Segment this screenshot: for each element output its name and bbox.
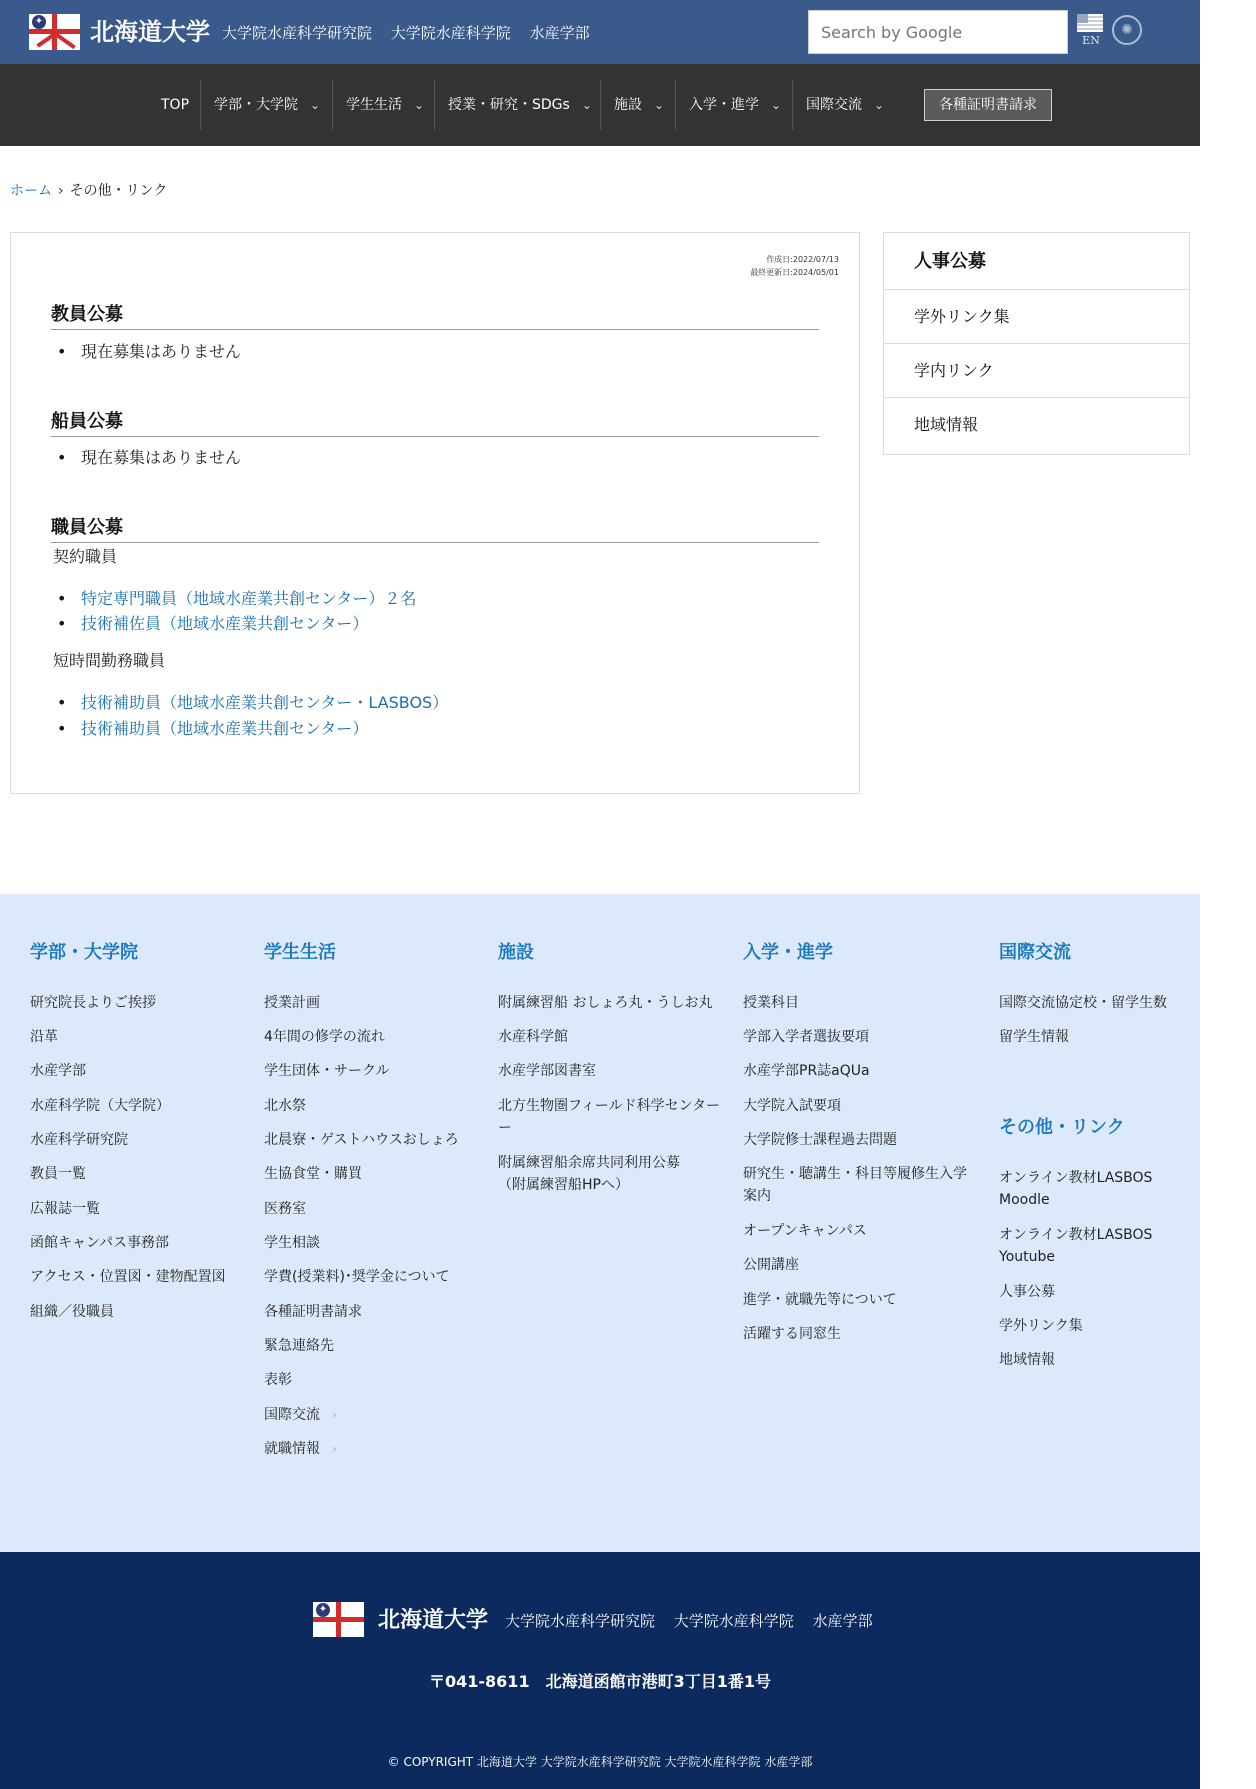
sitemap-link-continued[interactable]: （附属練習船HPへ） <box>498 1177 629 1193</box>
sitemap-link[interactable]: 学外リンク集 <box>999 1318 1083 1334</box>
sitemap-link[interactable]: 大学院入試要項 <box>743 1098 841 1114</box>
chevron-right-icon: › <box>332 1408 337 1422</box>
sitemap-link[interactable]: 大学院修士課程過去問題 <box>743 1132 897 1148</box>
page-dates <box>750 253 839 279</box>
sitemap-link[interactable]: 緊急連絡先 <box>264 1338 334 1354</box>
sitemap-column-title[interactable]: 施設 <box>498 942 534 963</box>
sitemap-link[interactable]: 附属練習船余席共同利用公募 <box>498 1155 680 1171</box>
sitemap-link[interactable]: 公開講座 <box>743 1257 799 1273</box>
sitemap-link[interactable]: 人事公募 <box>999 1284 1055 1300</box>
breadcrumb <box>10 180 167 202</box>
language-switch[interactable] <box>1077 14 1105 50</box>
sitemap-link-continued[interactable]: ー <box>498 1120 512 1136</box>
sitemap-link[interactable]: 附属練習船 おしょろ丸・うしお丸 <box>498 995 713 1011</box>
header <box>0 0 1200 64</box>
nav-label: 授業・研究・SDGs <box>448 97 570 113</box>
star-icon: ✦ <box>316 1603 330 1617</box>
sitemap-link[interactable]: 教員一覧 <box>30 1166 86 1182</box>
chevron-down-icon: ⌄ <box>414 98 425 112</box>
sitemap-link[interactable]: 水産科学院（大学院） <box>30 1098 170 1114</box>
department-names <box>222 14 604 52</box>
sitemap-link[interactable]: 北方生物圏フィールド科学センター <box>498 1098 721 1114</box>
sitemap-column-title[interactable]: 入学・進学 <box>743 942 833 963</box>
sitemap-link[interactable]: 水産科学研究院 <box>30 1132 128 1148</box>
sitemap-link-jobs[interactable] <box>264 1438 337 1460</box>
certificate-request-button[interactable]: 各種証明書請求 <box>924 89 1052 121</box>
footer-university-name: 北海道大学 <box>378 1607 489 1633</box>
footer-copyright: © COPYRIGHT 北海道大学 大学院水産科学研究院 大学院水産科学院 水産学部 <box>387 1755 813 1769</box>
star-icon: ✦ <box>32 15 46 29</box>
search-input[interactable] <box>808 10 1068 54</box>
sitemap-link[interactable]: 沿革 <box>30 1029 58 1045</box>
chevron-down-icon: ⌄ <box>310 98 321 112</box>
footer-address: 〒041-8611 北海道函館市港町3丁目1番1号 <box>429 1672 771 1691</box>
footer-sitemap <box>0 894 1200 1552</box>
nav-item-admission[interactable] <box>689 80 781 130</box>
job-link[interactable]: 特定専門職員（地域水産業共創センター）２名 <box>81 589 417 608</box>
sitemap-link[interactable]: 生協食堂・購買 <box>264 1166 362 1182</box>
sitemap-link[interactable]: 研究生・聴講生・科目等履修生入学 <box>743 1166 967 1182</box>
section-heading-staff-recruitment: 職員公募 <box>51 514 819 543</box>
created-date: 作成日:2022/07/13 <box>766 255 839 264</box>
chevron-right-icon: › <box>332 1442 337 1456</box>
sitemap-link[interactable]: 北水祭 <box>264 1098 306 1114</box>
sitemap-link[interactable]: 表彰 <box>264 1372 292 1388</box>
sitemap-link[interactable]: 各種証明書請求 <box>264 1304 362 1320</box>
chevron-down-icon: ⌄ <box>654 98 665 112</box>
sitemap-link[interactable]: 水産学部 <box>30 1063 86 1079</box>
sitemap-link[interactable]: 進学・就職先等について <box>743 1292 897 1308</box>
sitemap-link-continued[interactable]: Youtube <box>999 1249 1055 1265</box>
university-logo[interactable] <box>29 14 80 50</box>
sitemap-link[interactable]: アクセス・位置図・建物配置図 <box>30 1269 226 1285</box>
nav-item-facilities[interactable] <box>614 80 664 130</box>
section-heading-crew-recruitment: 船員公募 <box>51 408 819 437</box>
footer-university-logo[interactable] <box>313 1602 364 1637</box>
nav-item-international[interactable] <box>806 80 884 130</box>
dept-name[interactable]: 水産学部 <box>529 24 590 42</box>
university-name[interactable]: 北海道大学 <box>90 17 210 46</box>
sidebar-item-external-links[interactable]: 学外リンク集 <box>884 290 1189 344</box>
nav-item-student-life[interactable] <box>346 80 424 130</box>
nav-item-top[interactable] <box>161 80 189 130</box>
sitemap-link[interactable]: 学生団体・サークル <box>264 1063 390 1079</box>
sitemap-link[interactable]: 授業科目 <box>743 995 799 1011</box>
sitemap-link[interactable]: 留学生情報 <box>999 1029 1069 1045</box>
footer-department-names <box>505 1602 887 1640</box>
job-link[interactable]: 技術補助員（地域水産業共創センター・LASBOS） <box>81 693 449 712</box>
sitemap-link[interactable]: 学部入学者選抜要項 <box>743 1029 869 1045</box>
emblem-icon[interactable]: ✺ <box>1112 15 1142 45</box>
sitemap-column-title[interactable]: 学部・大学院 <box>30 942 138 963</box>
sitemap-link[interactable]: 水産学部図書室 <box>498 1063 596 1079</box>
nav-label: 学部・大学院 <box>214 97 298 113</box>
sitemap-link[interactable]: 地域情報 <box>999 1352 1055 1368</box>
sitemap-link[interactable]: 学生相談 <box>264 1235 320 1251</box>
sitemap-link[interactable]: 水産学部PR誌aQUa <box>743 1063 870 1079</box>
subheading-part-time-staff: 短時間勤務職員 <box>53 651 166 670</box>
nav-label: 学生生活 <box>346 97 402 113</box>
sitemap-link-text: 国際交流 <box>264 1407 320 1423</box>
sitemap-link[interactable]: 広報誌一覧 <box>30 1201 100 1217</box>
sitemap-link[interactable]: 4年間の修学の流れ <box>264 1029 385 1045</box>
updated-date: 最終更新日:2024/05/01 <box>750 268 839 277</box>
breadcrumb-home-link[interactable]: ホーム <box>10 183 52 199</box>
nav-divider <box>332 80 333 130</box>
breadcrumb-current: その他・リンク <box>69 183 168 199</box>
us-flag-icon <box>1077 14 1103 32</box>
language-label: EN <box>1082 34 1100 47</box>
main-content <box>10 232 860 794</box>
sitemap-link-text: 就職情報 <box>264 1441 320 1457</box>
sitemap-link-continued[interactable]: 案内 <box>743 1188 771 1204</box>
sitemap-link[interactable]: 学費(授業料)･奨学金について <box>264 1269 450 1285</box>
sitemap-column-title[interactable]: 学生生活 <box>264 942 336 963</box>
nav-divider <box>434 80 435 130</box>
sitemap-link[interactable]: 国際交流協定校・留学生数 <box>999 995 1167 1011</box>
chevron-down-icon: ⌄ <box>771 98 782 112</box>
chevron-down-icon: ⌄ <box>581 98 592 112</box>
nav-item-research[interactable] <box>448 80 592 130</box>
list-item-text: 現在募集はありません <box>81 342 242 361</box>
nav-divider <box>600 80 601 130</box>
sitemap-link[interactable]: 授業計画 <box>264 995 320 1011</box>
nav-divider <box>200 80 201 130</box>
sidebar <box>883 232 1190 455</box>
nav-label: 国際交流 <box>806 97 862 113</box>
sitemap-link[interactable]: 研究院長よりご挨拶 <box>30 995 156 1011</box>
sitemap-link-international[interactable] <box>264 1404 337 1426</box>
nav-label: 入学・進学 <box>689 97 759 113</box>
nav-divider <box>675 80 676 130</box>
section-heading-faculty-recruitment: 教員公募 <box>51 301 819 330</box>
sitemap-link[interactable]: オンライン教材LASBOS <box>999 1170 1153 1186</box>
sidebar-item-internal-links[interactable]: 学内リンク <box>884 344 1189 398</box>
list-item-text: 現在募集はありません <box>81 448 242 467</box>
sitemap-link[interactable]: オンライン教材LASBOS <box>999 1227 1153 1243</box>
sitemap-link-continued[interactable]: Moodle <box>999 1192 1050 1208</box>
sitemap-column-title[interactable]: 国際交流 <box>999 942 1071 963</box>
chevron-right-icon: › <box>58 183 64 199</box>
sitemap-column-title[interactable]: その他・リンク <box>999 1117 1125 1138</box>
sitemap-link[interactable]: 水産科学館 <box>498 1029 568 1045</box>
chevron-down-icon: ⌄ <box>874 98 885 112</box>
sitemap-link[interactable]: オープンキャンパス <box>743 1223 867 1239</box>
sitemap-link[interactable]: 函館キャンパス事務部 <box>30 1235 170 1251</box>
sidebar-item-recruitment[interactable]: 人事公募 <box>884 233 1189 290</box>
nav-label: 施設 <box>614 97 642 113</box>
sidebar-item-local-info[interactable]: 地域情報 <box>914 415 979 434</box>
nav-divider <box>792 80 793 130</box>
sitemap-link[interactable]: 北晨寮・ゲストハウスおしょろ <box>264 1132 459 1148</box>
footer <box>0 1552 1200 1789</box>
sitemap-link[interactable]: 活躍する同窓生 <box>743 1326 841 1342</box>
nav-item-faculty[interactable] <box>214 80 320 130</box>
dept-name[interactable]: 大学院水産科学研究院 <box>222 24 373 42</box>
footer-dept-name: 大学院水産科学研究院 <box>505 1612 656 1630</box>
footer-dept-name: 水産学部 <box>812 1612 873 1630</box>
sitemap-link[interactable]: 医務室 <box>264 1201 306 1217</box>
subheading-contract-staff: 契約職員 <box>53 547 118 566</box>
nav-label: TOP <box>161 97 190 113</box>
job-link[interactable]: 技術補助員（地域水産業共創センター） <box>81 719 369 738</box>
dept-name[interactable]: 大学院水産科学院 <box>390 24 511 42</box>
main-nav <box>0 64 1200 146</box>
job-link[interactable]: 技術補佐員（地域水産業共創センター） <box>81 614 369 633</box>
sitemap-link[interactable]: 組織／役職員 <box>30 1304 114 1320</box>
footer-dept-name: 大学院水産科学院 <box>673 1612 794 1630</box>
